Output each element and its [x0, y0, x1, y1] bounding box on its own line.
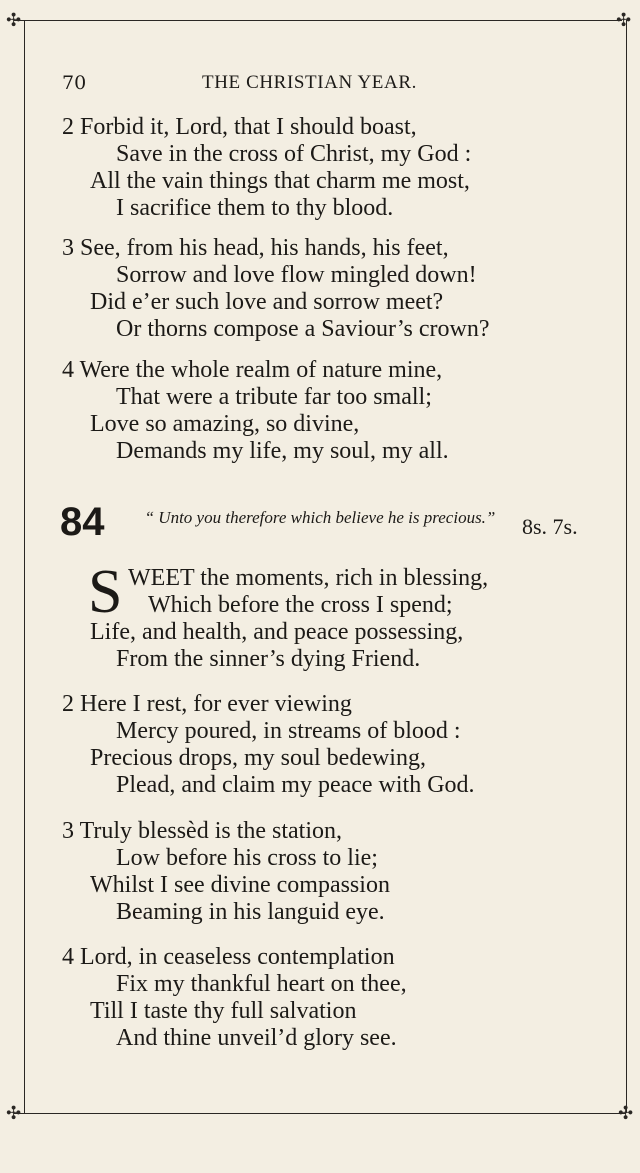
drop-cap: S [88, 558, 123, 626]
corner-ornament-top-right: ✣ [616, 10, 632, 31]
verse-line: And thine unveil’d glory see. [116, 1025, 397, 1051]
hymn-meter: 8s. 7s. [522, 514, 578, 539]
verse-line: WEET the moments, rich in blessing, [128, 565, 489, 591]
verse-line: All the vain things that charm me most, [90, 168, 470, 194]
hymn-number: 84 [60, 500, 105, 544]
verse-line: Demands my life, my soul, my all. [116, 438, 449, 464]
verse-line: Or thorns compose a Saviour’s crown? [116, 316, 490, 342]
corner-ornament-bottom-left: ✣ [6, 1103, 22, 1124]
verse-line: Did e’er such love and sorrow meet? [90, 289, 444, 315]
verse-line: I sacrifice them to thy blood. [116, 195, 394, 221]
verse-line: From the sinner’s dying Friend. [116, 646, 421, 672]
top-rule [14, 20, 622, 21]
left-rule [24, 20, 25, 1113]
verse-line: Plead, and claim my peace with God. [116, 772, 475, 798]
hymn-epigraph: “ Unto you therefore which believe he is precious.” [144, 508, 496, 527]
verse-line: 4 Were the whole realm of nature mine, [62, 357, 443, 383]
verse-line: Beaming in his languid eye. [116, 899, 385, 925]
page-number: 70 [62, 72, 87, 94]
verse-line: Sorrow and love flow mingled down! [116, 262, 477, 288]
verse-line: Whilst I see divine compassion [90, 872, 390, 898]
verse-line: Love so amazing, so divine, [90, 411, 360, 437]
verse-line: 3 Truly blessèd is the station, [62, 818, 343, 844]
verse-line: 2 Forbid it, Lord, that I should boast, [62, 114, 417, 140]
verse-line: 4 Lord, in ceaseless contemplation [62, 944, 395, 970]
right-rule [626, 20, 627, 1113]
corner-ornament-top-left: ✣ [6, 10, 22, 31]
running-header [60, 72, 610, 98]
verse-line: 2 Here I rest, for ever viewing [62, 691, 352, 717]
verse-line: Mercy poured, in streams of blood : [116, 718, 461, 744]
verse-line: Life, and health, and peace possessing, [90, 619, 464, 645]
verse-line: Fix my thankful heart on thee, [116, 971, 407, 997]
verse-line: Save in the cross of Christ, my God : [116, 141, 472, 167]
corner-ornament-bottom-right: ✣ [618, 1103, 634, 1124]
verse-line: Till I taste thy full salvation [90, 998, 357, 1024]
running-title: THE CHRISTIAN YEAR. [202, 72, 417, 93]
verse-line: That were a tribute far too small; [116, 384, 432, 410]
verse-line: 3 See, from his head, his hands, his feet, [62, 235, 449, 261]
verse-line: Low before his cross to lie; [116, 845, 378, 871]
verse-line: Precious drops, my soul bedewing, [90, 745, 426, 771]
bottom-rule [14, 1113, 626, 1114]
verse-line: Which before the cross I spend; [148, 592, 453, 618]
